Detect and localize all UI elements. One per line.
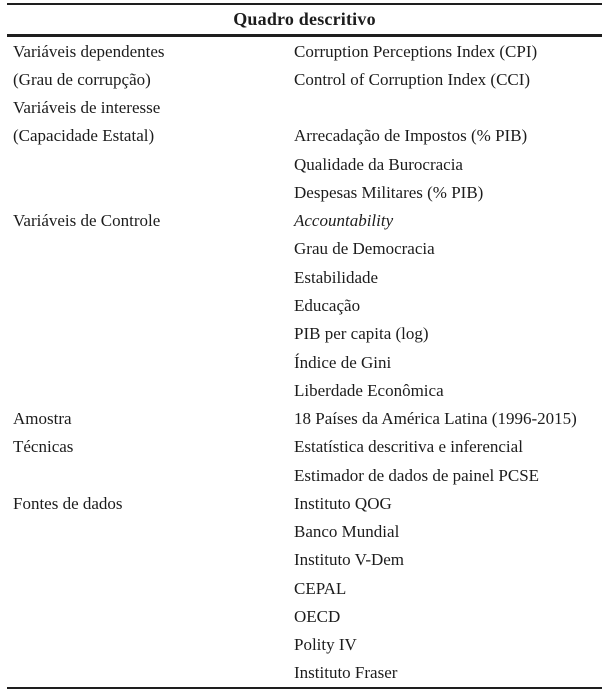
row-value: Instituto Fraser bbox=[294, 663, 398, 683]
descriptive-table bbox=[7, 3, 602, 689]
row-value: Polity IV bbox=[294, 635, 357, 655]
row-value: PIB per capita (log) bbox=[294, 324, 429, 344]
row-label: Variáveis de interesse bbox=[13, 98, 161, 118]
table-row bbox=[7, 461, 602, 489]
table-title: Quadro descritivo bbox=[233, 9, 376, 29]
row-label: Variáveis de Controle bbox=[13, 211, 161, 231]
table-header bbox=[7, 5, 602, 34]
row-value: Banco Mundial bbox=[294, 522, 400, 542]
row-value: Corruption Perceptions Index (CPI) bbox=[294, 41, 538, 61]
row-value: Estabilidade bbox=[294, 267, 379, 287]
row-value: Qualidade da Burocracia bbox=[294, 154, 463, 174]
table-row bbox=[7, 37, 602, 65]
row-value: 18 Países da América Latina (1996-2015) bbox=[294, 409, 577, 429]
row-value: CEPAL bbox=[294, 578, 347, 598]
table-row bbox=[7, 178, 602, 206]
table-row bbox=[7, 518, 602, 546]
table-row bbox=[7, 150, 602, 178]
table-row bbox=[7, 404, 602, 432]
table-row bbox=[7, 94, 602, 122]
row-value: Liberdade Econômica bbox=[294, 380, 444, 400]
table-row bbox=[7, 574, 602, 602]
table-row bbox=[7, 235, 602, 263]
table-row bbox=[7, 291, 602, 319]
table-row bbox=[7, 546, 602, 574]
table-row bbox=[7, 433, 602, 461]
table-row bbox=[7, 65, 602, 93]
table-row bbox=[7, 659, 602, 687]
row-value: Estatística descritiva e inferencial bbox=[294, 437, 523, 457]
row-value: Arrecadação de Impostos (% PIB) bbox=[294, 126, 528, 146]
table-row bbox=[7, 631, 602, 659]
table-row bbox=[7, 602, 602, 630]
row-value: Accountability bbox=[294, 211, 394, 231]
row-value: Control of Corruption Index (CCI) bbox=[294, 69, 531, 89]
row-label: Técnicas bbox=[13, 437, 74, 457]
table-row bbox=[7, 348, 602, 376]
row-value: Educação bbox=[294, 296, 361, 316]
row-value: Instituto V-Dem bbox=[294, 550, 405, 570]
table-row bbox=[7, 489, 602, 517]
row-label: (Capacidade Estatal) bbox=[13, 126, 155, 146]
table-row bbox=[7, 376, 602, 404]
table-row bbox=[7, 207, 602, 235]
row-value: Grau de Democracia bbox=[294, 239, 435, 259]
row-value: Instituto QOG bbox=[294, 493, 392, 513]
row-label: Fontes de dados bbox=[13, 493, 123, 513]
row-value: Índice de Gini bbox=[294, 352, 392, 372]
table-body bbox=[7, 37, 602, 687]
row-label: Variáveis dependentes bbox=[13, 41, 165, 61]
table-row bbox=[7, 320, 602, 348]
row-label: Amostra bbox=[13, 409, 72, 429]
row-value: Estimador de dados de painel PCSE bbox=[294, 465, 540, 485]
row-value: Despesas Militares (% PIB) bbox=[294, 182, 484, 202]
row-label: (Grau de corrupção) bbox=[13, 69, 151, 89]
row-value: OECD bbox=[294, 606, 341, 626]
table-row bbox=[7, 122, 602, 150]
table-row bbox=[7, 263, 602, 291]
bottom-rule bbox=[7, 687, 602, 689]
